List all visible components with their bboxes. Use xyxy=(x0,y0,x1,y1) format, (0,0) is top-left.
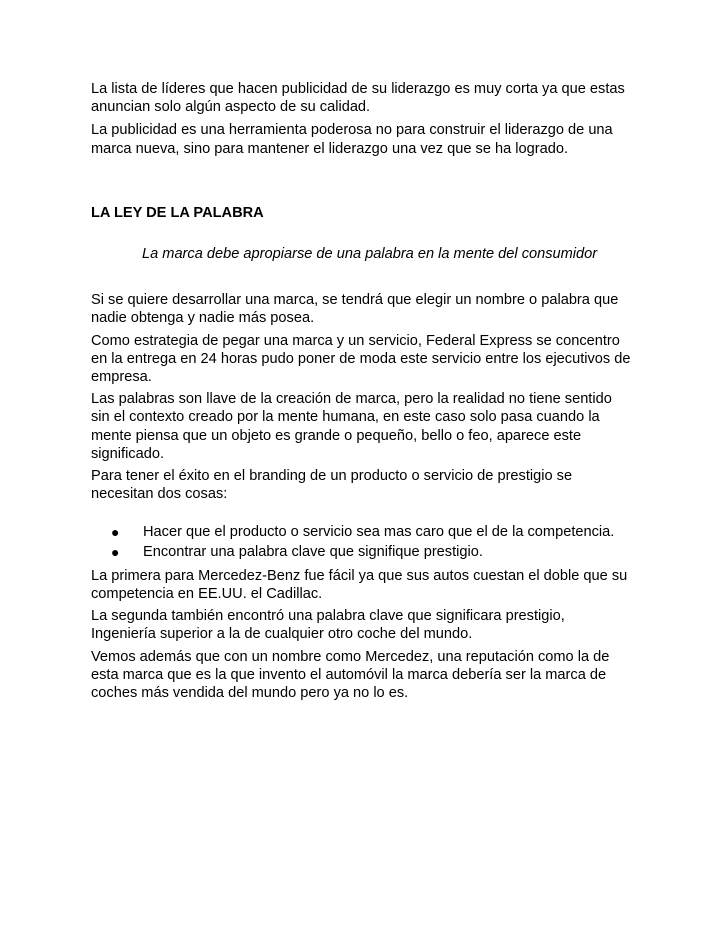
intro-paragraph-2: La publicidad es una herramienta poderosa no para construir el liderazgo de una marca nueva, sino para mantener el liderazgo una vez que se ha logrado. xyxy=(91,122,613,157)
bullet-dot-icon: ● xyxy=(111,524,120,541)
body-paragraph-3: Las palabras son llave de la creación de marca, pero la realidad no tiene sentido sin el contexto creado por la mente humana, en este caso solo pasa cuando la mente piensa que un objeto es grande o pequeño, bello o feo, aparece este significado. xyxy=(91,391,612,462)
intro-paragraph-1: La lista de líderes que hacen publicidad de su liderazgo es muy corta ya que estas anuncian solo algún aspecto de su calidad. xyxy=(91,81,625,116)
document-page xyxy=(91,80,631,706)
body-paragraph-1: Si se quiere desarrollar una marca, se tendrá que elegir un nombre o palabra que nadie obtenga y nadie más posea. xyxy=(91,292,619,327)
list-item-text: Encontrar una palabra clave que signifique prestigio. xyxy=(143,543,483,560)
section-heading: LA LEY DE LA PALABRA xyxy=(91,204,264,221)
closing-paragraph-1: La primera para Mercedez-Benz fue fácil ya que sus autos cuestan el doble que su competencia en EE.UU. el Cadillac. xyxy=(91,567,628,603)
closing-paragraph-2: La segunda también encontró una palabra clave que significara prestigio, Ingeniería superior a la de cualquier otro coche del mundo. xyxy=(91,608,565,643)
bullet-dot-icon: ● xyxy=(111,543,120,560)
list-item-text: Hacer que el producto o servicio sea mas caro que el de la competencia. xyxy=(143,524,615,541)
body-paragraph-2: Como estrategia de pegar una marca y un servicio, Federal Express se concentro en la entrega en 24 horas pudo poner de moda este servicio entre los ejecutivos de empresa. xyxy=(91,332,631,386)
list-item xyxy=(91,523,631,541)
body-paragraph-4: Para tener el éxito en el branding de un producto o servicio de prestigio se necesitan dos cosas: xyxy=(91,468,573,503)
list-item xyxy=(91,543,631,561)
section-subtitle: La marca debe apropiarse de una palabra en la mente del consumidor xyxy=(142,246,598,263)
closing-paragraph-3: Vemos además que con un nombre como Mercedez, una reputación como la de esta marca que es la que invento el automóvil la marca debería ser la marca de coches más vendida del mundo pero ya no lo es. xyxy=(91,648,610,702)
bullet-list xyxy=(91,523,631,560)
